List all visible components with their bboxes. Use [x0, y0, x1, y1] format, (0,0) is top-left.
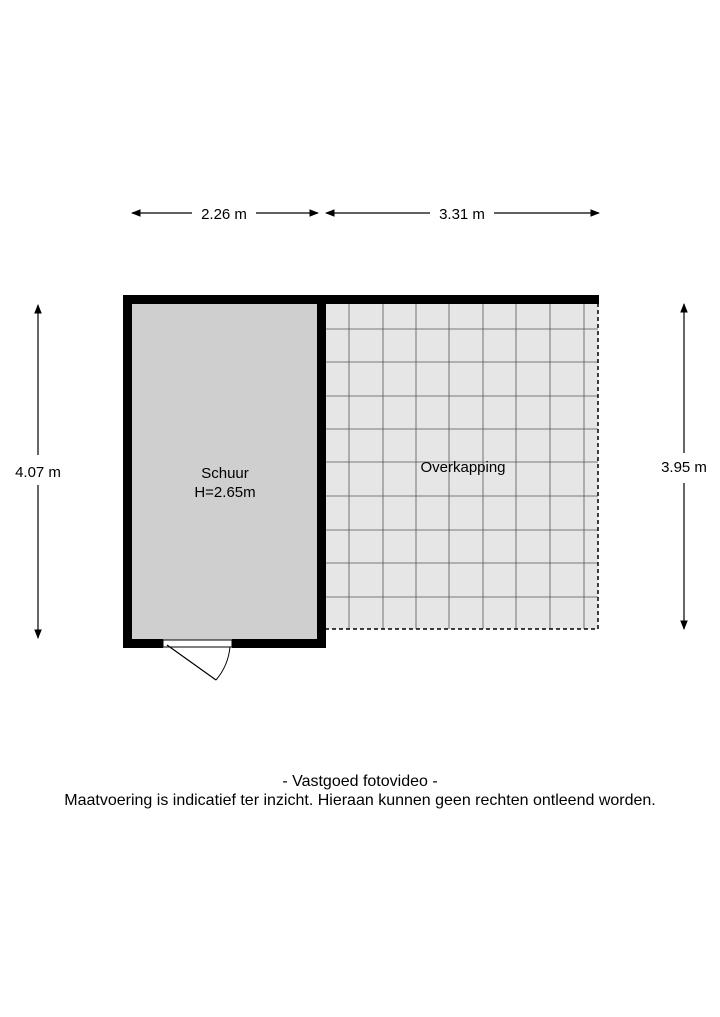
- dimension-top-left: [132, 206, 318, 223]
- footer-disclaimer: Maatvoering is indicatief ter inzicht. Hieraan kunnen geen rechten ontleend worden.: [64, 792, 656, 809]
- dimension-left: [15, 305, 61, 638]
- wall-left: [123, 295, 132, 648]
- door-swing-arc: [216, 647, 230, 680]
- dimension-right-label: 3.95 m: [661, 459, 707, 476]
- wall-bottom-left: [123, 639, 163, 648]
- dimension-left-label: 4.07 m: [15, 464, 61, 481]
- wall-middle: [317, 295, 326, 648]
- dimension-top-right-label: 3.31 m: [439, 206, 485, 223]
- wall-top: [123, 295, 599, 304]
- schuur-label: Schuur: [201, 465, 249, 482]
- wall-bottom-right: [232, 639, 326, 648]
- dimension-right: [661, 304, 707, 629]
- footer-credit: - Vastgoed fotovideo -: [282, 773, 438, 790]
- overkapping-label: Overkapping: [420, 459, 506, 476]
- dimension-top-left-label: 2.26 m: [201, 206, 247, 223]
- door-leaf: [167, 645, 216, 680]
- schuur-height-label: H=2.65m: [194, 484, 256, 501]
- dimension-top-right: [326, 206, 599, 223]
- door-frame: [163, 640, 232, 647]
